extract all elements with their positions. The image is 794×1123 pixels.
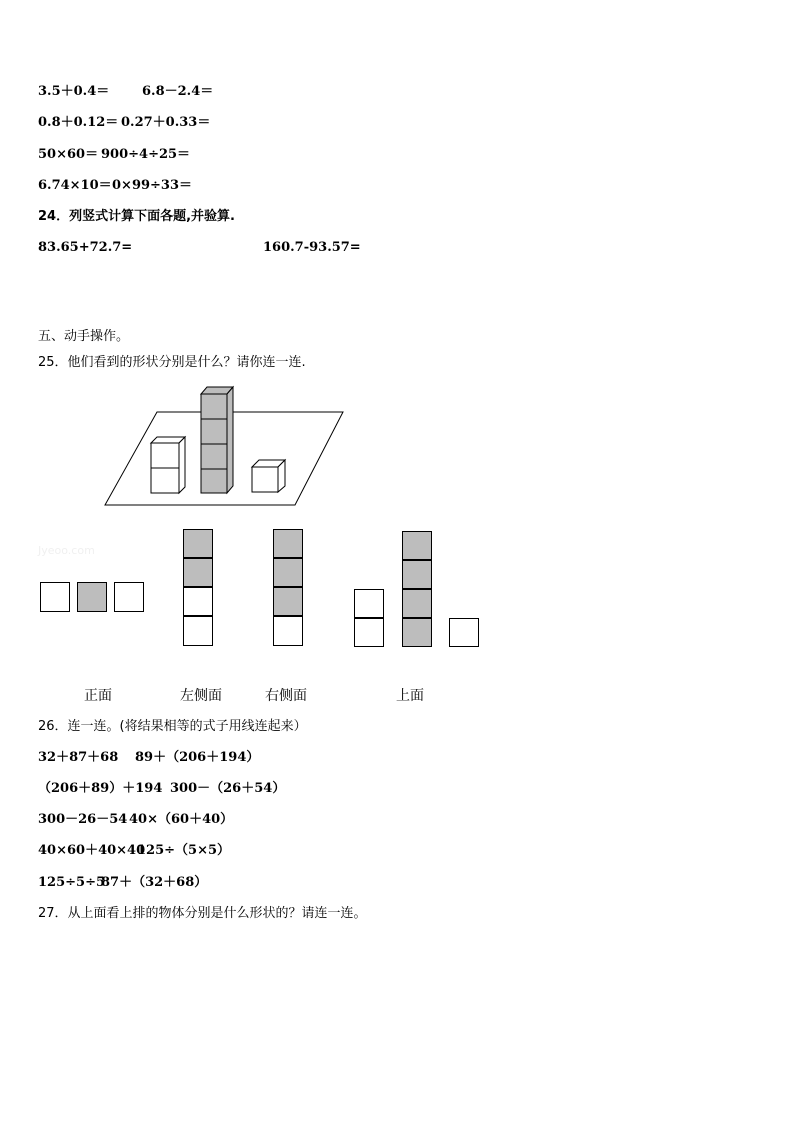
q26-row-5-left: 125÷5÷5 [38, 875, 106, 890]
q26-row-2-left: （206＋89）＋194 [38, 781, 163, 796]
watermark: Jyeoo.com [38, 544, 95, 557]
tall-stack [201, 387, 233, 493]
label-right-side: 右侧面 [265, 688, 307, 704]
q26-row-4-left: 40×60＋40×40 [38, 843, 146, 858]
q26-row-1-right: 89＋（206＋194） [135, 750, 260, 765]
calc-row-3-left: 50×60＝ [38, 147, 99, 162]
section-5-title: 五、动手操作。 [38, 329, 130, 344]
single-cube [252, 460, 285, 492]
calc-row-4-right: 0×99÷33＝ [112, 178, 193, 193]
label-top: 上面 [396, 688, 424, 704]
q26-row-4-right: 125÷（5×5） [137, 843, 231, 858]
q24-title: 24．列竖式计算下面各题,并验算. [38, 209, 235, 224]
q26-row-2-right: 300－（26＋54） [170, 781, 286, 796]
q26-title: 26．连一连。(将结果相等的式子用线连起来） [38, 719, 307, 734]
cube-arrangement-figure [100, 380, 350, 510]
q26-row-3-left: 300－26－54 [38, 812, 128, 827]
q24-item-1: 83.65+72.7= [38, 240, 133, 255]
calc-row-1-left: 3.5＋0.4＝ [38, 84, 110, 99]
calc-row-3-right: 900÷4÷25＝ [101, 147, 191, 162]
label-left-side: 左侧面 [180, 688, 222, 704]
q24-item-2: 160.7-93.57= [263, 240, 361, 255]
q26-row-1-left: 32＋87＋68 [38, 750, 119, 765]
calc-row-4-left: 6.74×10＝ [38, 178, 112, 193]
q27-title: 27．从上面看上排的物体分别是什么形状的？请连一连。 [38, 906, 367, 921]
calc-row-2-right: 0.27＋0.33＝ [121, 115, 211, 130]
calc-row-2-left: 0.8＋0.12＝ [38, 115, 119, 130]
q26-row-3-right: 40×（60＋40） [129, 812, 234, 827]
q26-row-5-right: 87＋（32＋68） [101, 875, 208, 890]
calc-row-1-right: 6.8－2.4＝ [142, 84, 214, 99]
q25-title: 25．他们看到的形状分别是什么？请你连一连. [38, 355, 306, 370]
label-front: 正面 [84, 688, 112, 704]
left-stack [151, 437, 185, 493]
